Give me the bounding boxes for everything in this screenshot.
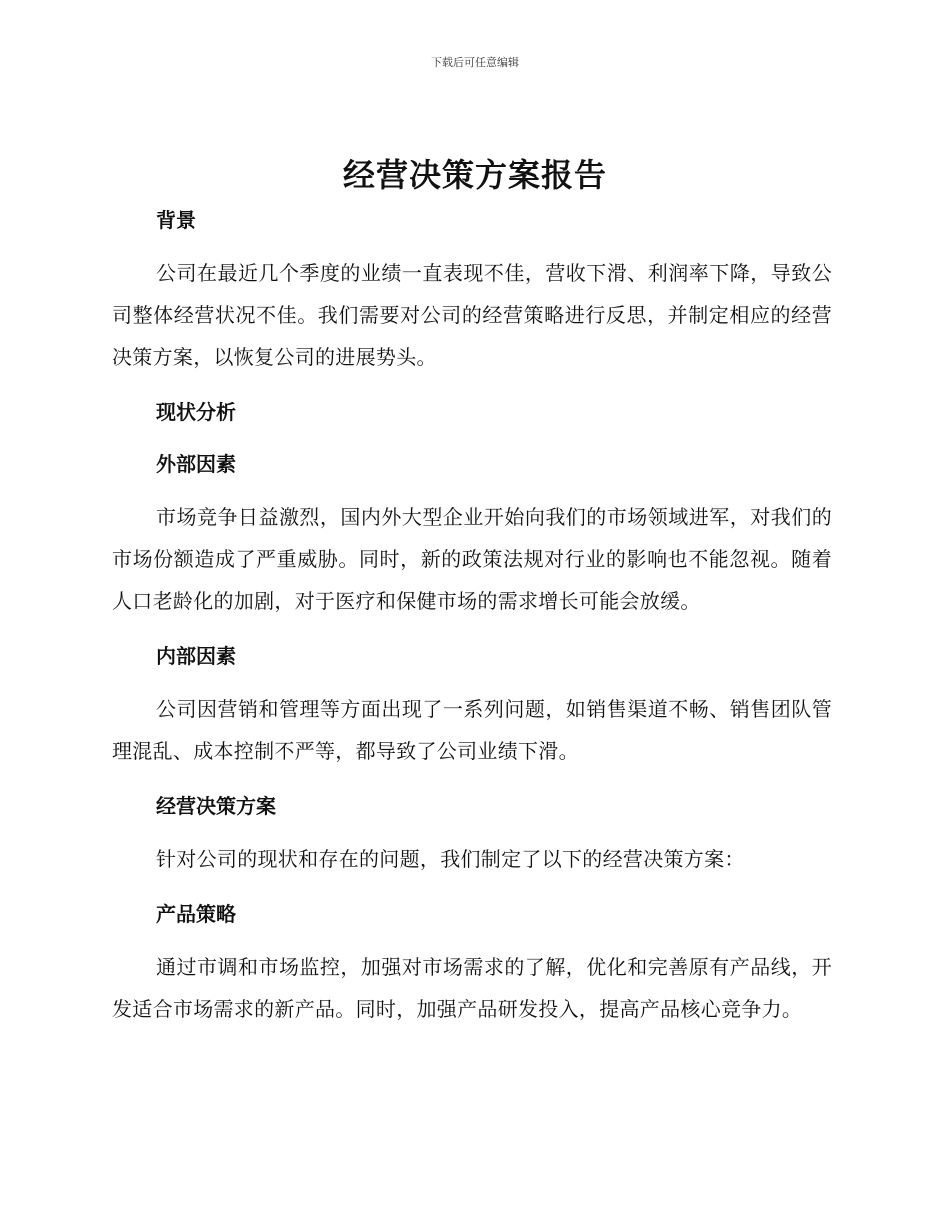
section-heading-external-factors: 外部因素 — [156, 452, 236, 476]
section-heading-status-analysis: 现状分析 — [156, 400, 236, 424]
document-body — [112, 200, 832, 1030]
document-title: 经营决策方案报告 — [342, 156, 607, 194]
paragraph-background: 公司在最近几个季度的业绩一直表现不佳，营收下滑、利润率下降，导致公司整体经营状况不佳。我们需要对公司的经营策略进行反思，并制定相应的经营决策方案，以恢复公司的进展势头。 — [112, 261, 832, 369]
section-heading-background: 背景 — [156, 208, 196, 232]
paragraph-product-strategy: 通过市调和市场监控，加强对市场需求的了解，优化和完善原有产品线，开发适合市场需求的新产品。同时，加强产品研发投入，提高产品核心竞争力。 — [112, 955, 832, 1021]
section-heading-internal-factors: 内部因素 — [156, 644, 236, 668]
paragraph-decision-plan: 针对公司的现状和存在的问题，我们制定了以下的经营决策方案： — [156, 847, 745, 871]
paragraph-external-factors: 市场竞争日益激烈，国内外大型企业开始向我们的市场领域进军，对我们的市场份额造成了严重威胁。同时，新的政策法规对行业的影响也不能忽视。随着人口老龄化的加剧，对于医疗和保健市场的需求增长可能会放缓。 — [112, 505, 832, 613]
section-heading-product-strategy: 产品策略 — [156, 902, 236, 926]
section-heading-decision-plan: 经营决策方案 — [156, 794, 276, 818]
paragraph-internal-factors: 公司因营销和管理等方面出现了一系列问题，如销售渠道不畅、销售团队管理混乱、成本控制不严等，都导致了公司业绩下滑。 — [112, 697, 832, 763]
header-note: 下载后可任意编辑 — [431, 56, 519, 69]
